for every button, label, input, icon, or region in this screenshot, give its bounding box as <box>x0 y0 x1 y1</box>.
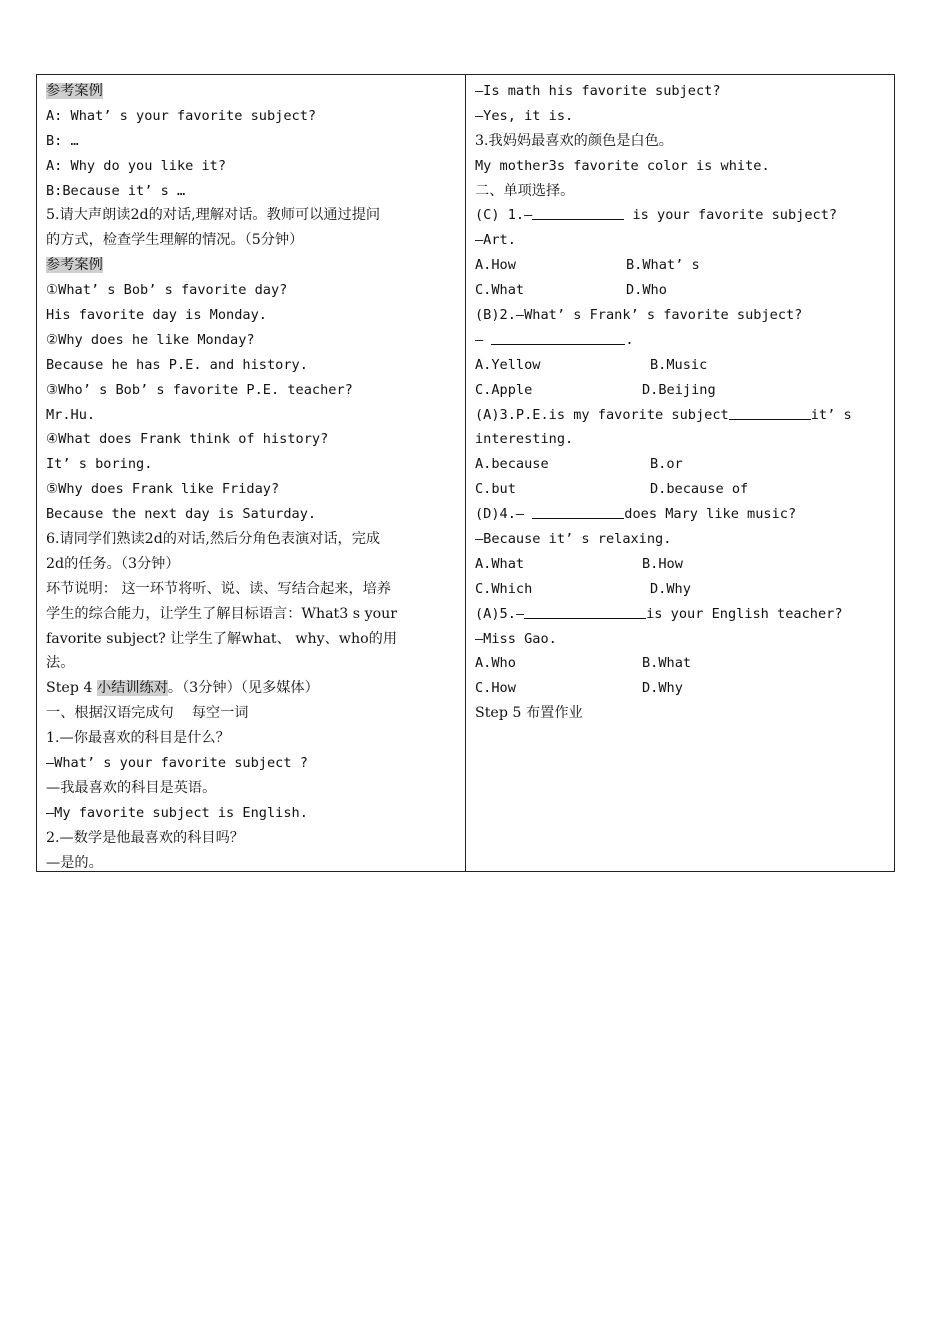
exercise-item: 2.—数学是他最喜欢的科目吗？ <box>46 829 244 846</box>
mc-options: C.What D.Who <box>475 282 667 299</box>
step-5-heading: Step 5 布置作业 <box>475 705 583 722</box>
section-note: 法。 <box>46 655 75 672</box>
mc-options: A.What B.How <box>475 555 683 572</box>
mc-question-4: (D)4.— does Mary like music? <box>475 502 886 527</box>
lesson-table <box>36 74 895 872</box>
right-column <box>466 75 894 871</box>
mc-answer: — . <box>475 328 886 353</box>
step-instruction: 的方式，检查学生理解的情况。（5分钟） <box>46 232 304 249</box>
section-note: favorite subject? 让学生了解what、 why、who的用 <box>46 630 398 647</box>
reference-case-heading: 参考案例 <box>46 83 103 99</box>
answer-blank <box>532 503 624 519</box>
step-4-highlight: 小结训练对 <box>96 680 168 697</box>
mc-options: A.Yellow B.Music <box>475 356 708 373</box>
dialogue-line: A: Why do you like it? <box>46 157 227 174</box>
answer-line: It’ s boring. <box>46 456 153 473</box>
mc-answer: —Because it’ s relaxing. <box>475 531 672 548</box>
exercise-item: —我最喜欢的科目是英语。 <box>46 779 217 796</box>
dialogue-line: B: … <box>46 132 79 149</box>
mc-options: A.How B.What’ s <box>475 257 700 274</box>
answer-line: Mr.Hu. <box>46 406 96 423</box>
mc-question-1: (C) 1.— is your favorite subject? <box>475 203 886 228</box>
question-line: ③Who’ s Bob’ s favorite P.E. teacher? <box>46 381 353 398</box>
step-instruction: 6.请同学们熟读2d的对话,然后分角色表演对话，完成 <box>46 531 381 548</box>
exercise-item: My mother3s favorite color is white. <box>475 157 770 174</box>
dialogue-line: B:Because it’ s … <box>46 182 186 199</box>
step-4-heading: Step 4 小结训练对。（3分钟）（见多媒体） <box>46 680 319 697</box>
answer-blank <box>524 603 646 619</box>
dialogue-line: A: What’ s your favorite subject? <box>46 107 317 124</box>
question-line: ①What’ s Bob’ s favorite day? <box>46 282 288 299</box>
question-line: ②Why does he like Monday? <box>46 331 255 348</box>
answer-line: His favorite day is Monday. <box>46 307 267 324</box>
exercise-item: —What’ s your favorite subject ? <box>46 755 308 772</box>
mc-options: C.but D.because of <box>475 481 749 498</box>
mc-question-3-cont: interesting. <box>475 431 574 448</box>
section-note: 环节说明： 这一环节将听、说、读、写结合起来，培养 <box>46 580 392 597</box>
mc-options: C.Apple D.Beijing <box>475 381 716 398</box>
exercise-item: —My favorite subject is English. <box>46 804 308 821</box>
exercise-item: 3.我妈妈最喜欢的颜色是白色。 <box>475 132 673 149</box>
step-instruction: 2d的任务。（3分钟） <box>46 555 180 572</box>
exercise-item: 1.—你最喜欢的科目是什么？ <box>46 730 230 747</box>
exercise-part-heading: 二、单项选择。 <box>475 182 575 199</box>
mc-options: A.because B.or <box>475 456 683 473</box>
mc-question-5: (A)5.— is your English teacher? <box>475 602 886 627</box>
answer-blank <box>491 329 625 345</box>
reference-case-heading: 参考案例 <box>46 257 103 274</box>
answer-line: Because he has P.E. and history. <box>46 356 308 373</box>
question-line: ④What does Frank think of history? <box>46 431 329 448</box>
mc-question-3: (A)3.P.E.is my favorite subject it’ s <box>475 403 886 428</box>
answer-blank <box>532 204 624 220</box>
answer-blank <box>729 404 811 420</box>
exercise-item: —Is math his favorite subject? <box>475 83 721 99</box>
mc-answer: —Art. <box>475 232 516 249</box>
question-line: ⑤Why does Frank like Friday? <box>46 481 280 498</box>
section-note: 学生的综合能力，让学生了解目标语言：What3 s your <box>46 605 398 622</box>
mc-options: A.Who B.What <box>475 655 692 672</box>
answer-line: Because the next day is Saturday. <box>46 506 317 523</box>
exercise-item: —是的。 <box>46 854 103 871</box>
left-column <box>37 75 466 871</box>
mc-options: C.How D.Why <box>475 680 683 697</box>
mc-question-2: (B)2.—What’ s Frank’ s favorite subject? <box>475 307 803 324</box>
exercise-part-heading: 一、根据汉语完成句 每空一词 <box>46 705 249 722</box>
step-instruction: 5.请大声朗读2d的对话,理解对话。教师可以通过提问 <box>46 207 381 224</box>
mc-options: C.Which D.Why <box>475 580 691 597</box>
mc-answer: —Miss Gao. <box>475 630 557 647</box>
exercise-item: —Yes, it is. <box>475 107 574 124</box>
